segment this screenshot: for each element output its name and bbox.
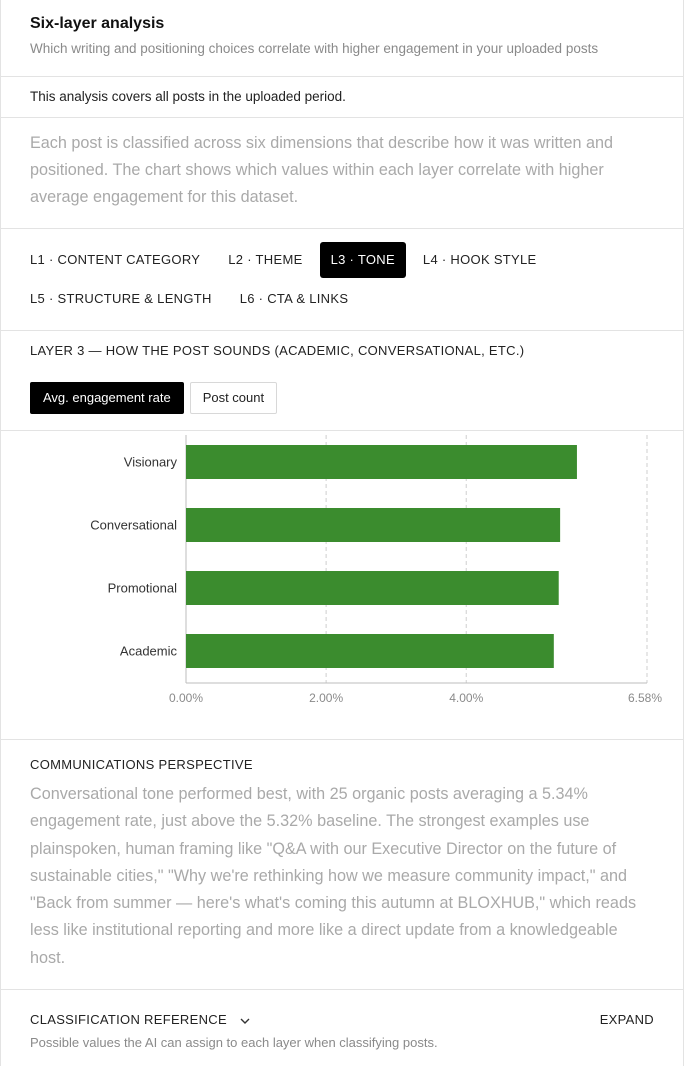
metric-toggle — [30, 382, 654, 414]
classification-toggle[interactable] — [30, 1012, 251, 1027]
panel-header — [1, 0, 683, 77]
layer-header — [1, 331, 683, 431]
tab-l6-cta-links[interactable]: L6 · CTA & LINKS — [239, 290, 349, 306]
classification-reference — [1, 990, 683, 1050]
category-label: Visionary — [123, 454, 177, 470]
tone-engagement-chart — [1, 431, 683, 740]
bar-promotional — [186, 571, 559, 605]
scope-note: This analysis covers all posts in the uploaded period. — [1, 77, 683, 118]
communications-perspective — [1, 740, 683, 990]
page-subtitle: Which writing and positioning choices correlate with higher engagement in your uploaded posts — [30, 41, 599, 56]
bar-visionary — [186, 445, 577, 479]
x-tick-label: 4.00% — [449, 691, 484, 705]
intro-text: Each post is classified across six dimensions that describe how it was written and positioned. The chart shows which values within each layer correlate with higher average engagement for this dataset. — [1, 118, 683, 229]
x-tick-label: 2.00% — [309, 691, 344, 705]
category-label: Promotional — [107, 580, 177, 596]
tab-row-1 — [19, 241, 665, 278]
tab-row-2 — [19, 280, 665, 317]
category-label: Conversational — [90, 517, 177, 533]
expand-button[interactable]: EXPAND — [599, 1012, 654, 1027]
classification-description: Possible values the AI can assign to each layer when classifying posts. — [30, 1035, 438, 1050]
tab-l5-structure-length[interactable]: L5 · STRUCTURE & LENGTH — [30, 290, 212, 306]
category-label: Academic — [119, 643, 177, 659]
x-tick-label: 6.58% — [627, 691, 663, 705]
classification-title: CLASSIFICATION REFERENCE — [30, 1012, 227, 1027]
x-tick-label: 0.00% — [168, 691, 204, 705]
page-title: Six-layer analysis — [30, 15, 165, 32]
post-count-button[interactable]: Post count — [190, 382, 277, 414]
tab-l3-tone[interactable]: L3 · TONE — [320, 242, 406, 278]
layer-title: LAYER 3 — HOW THE POST SOUNDS (ACADEMIC, CONVERSATIONAL, ETC.) — [30, 343, 525, 358]
perspective-body: Conversational tone performed best, with 25 organic posts averaging a 5.34% engagement rate, just above the 5.32% baseline. The strongest examples use plainspoken, human framing like "Q&A with our Executive Director on the future of sustainable cities," "Why we're rethinking how we measure community impact," and "Back from summer — here's what's coming this autumn at BLOXHUB," which reads less like institutional reporting and more like a direct update from a knowledgeable host. — [30, 785, 637, 967]
bar-academic — [186, 634, 554, 668]
layer-tabs — [1, 229, 683, 331]
tab-l1-content-category[interactable]: L1 · CONTENT CATEGORY — [30, 251, 201, 267]
tab-l4-hook-style[interactable]: L4 · HOOK STYLE — [422, 251, 537, 267]
classification-header-row — [30, 1012, 654, 1027]
bar-chart-svg — [1, 431, 685, 739]
perspective-title: COMMUNICATIONS PERSPECTIVE — [30, 757, 253, 772]
tab-l2-theme[interactable]: L2 · THEME — [228, 251, 303, 267]
chevron-down-icon — [239, 1014, 251, 1026]
bar-conversational — [186, 508, 560, 542]
avg-engagement-rate-button[interactable]: Avg. engagement rate — [30, 382, 184, 414]
